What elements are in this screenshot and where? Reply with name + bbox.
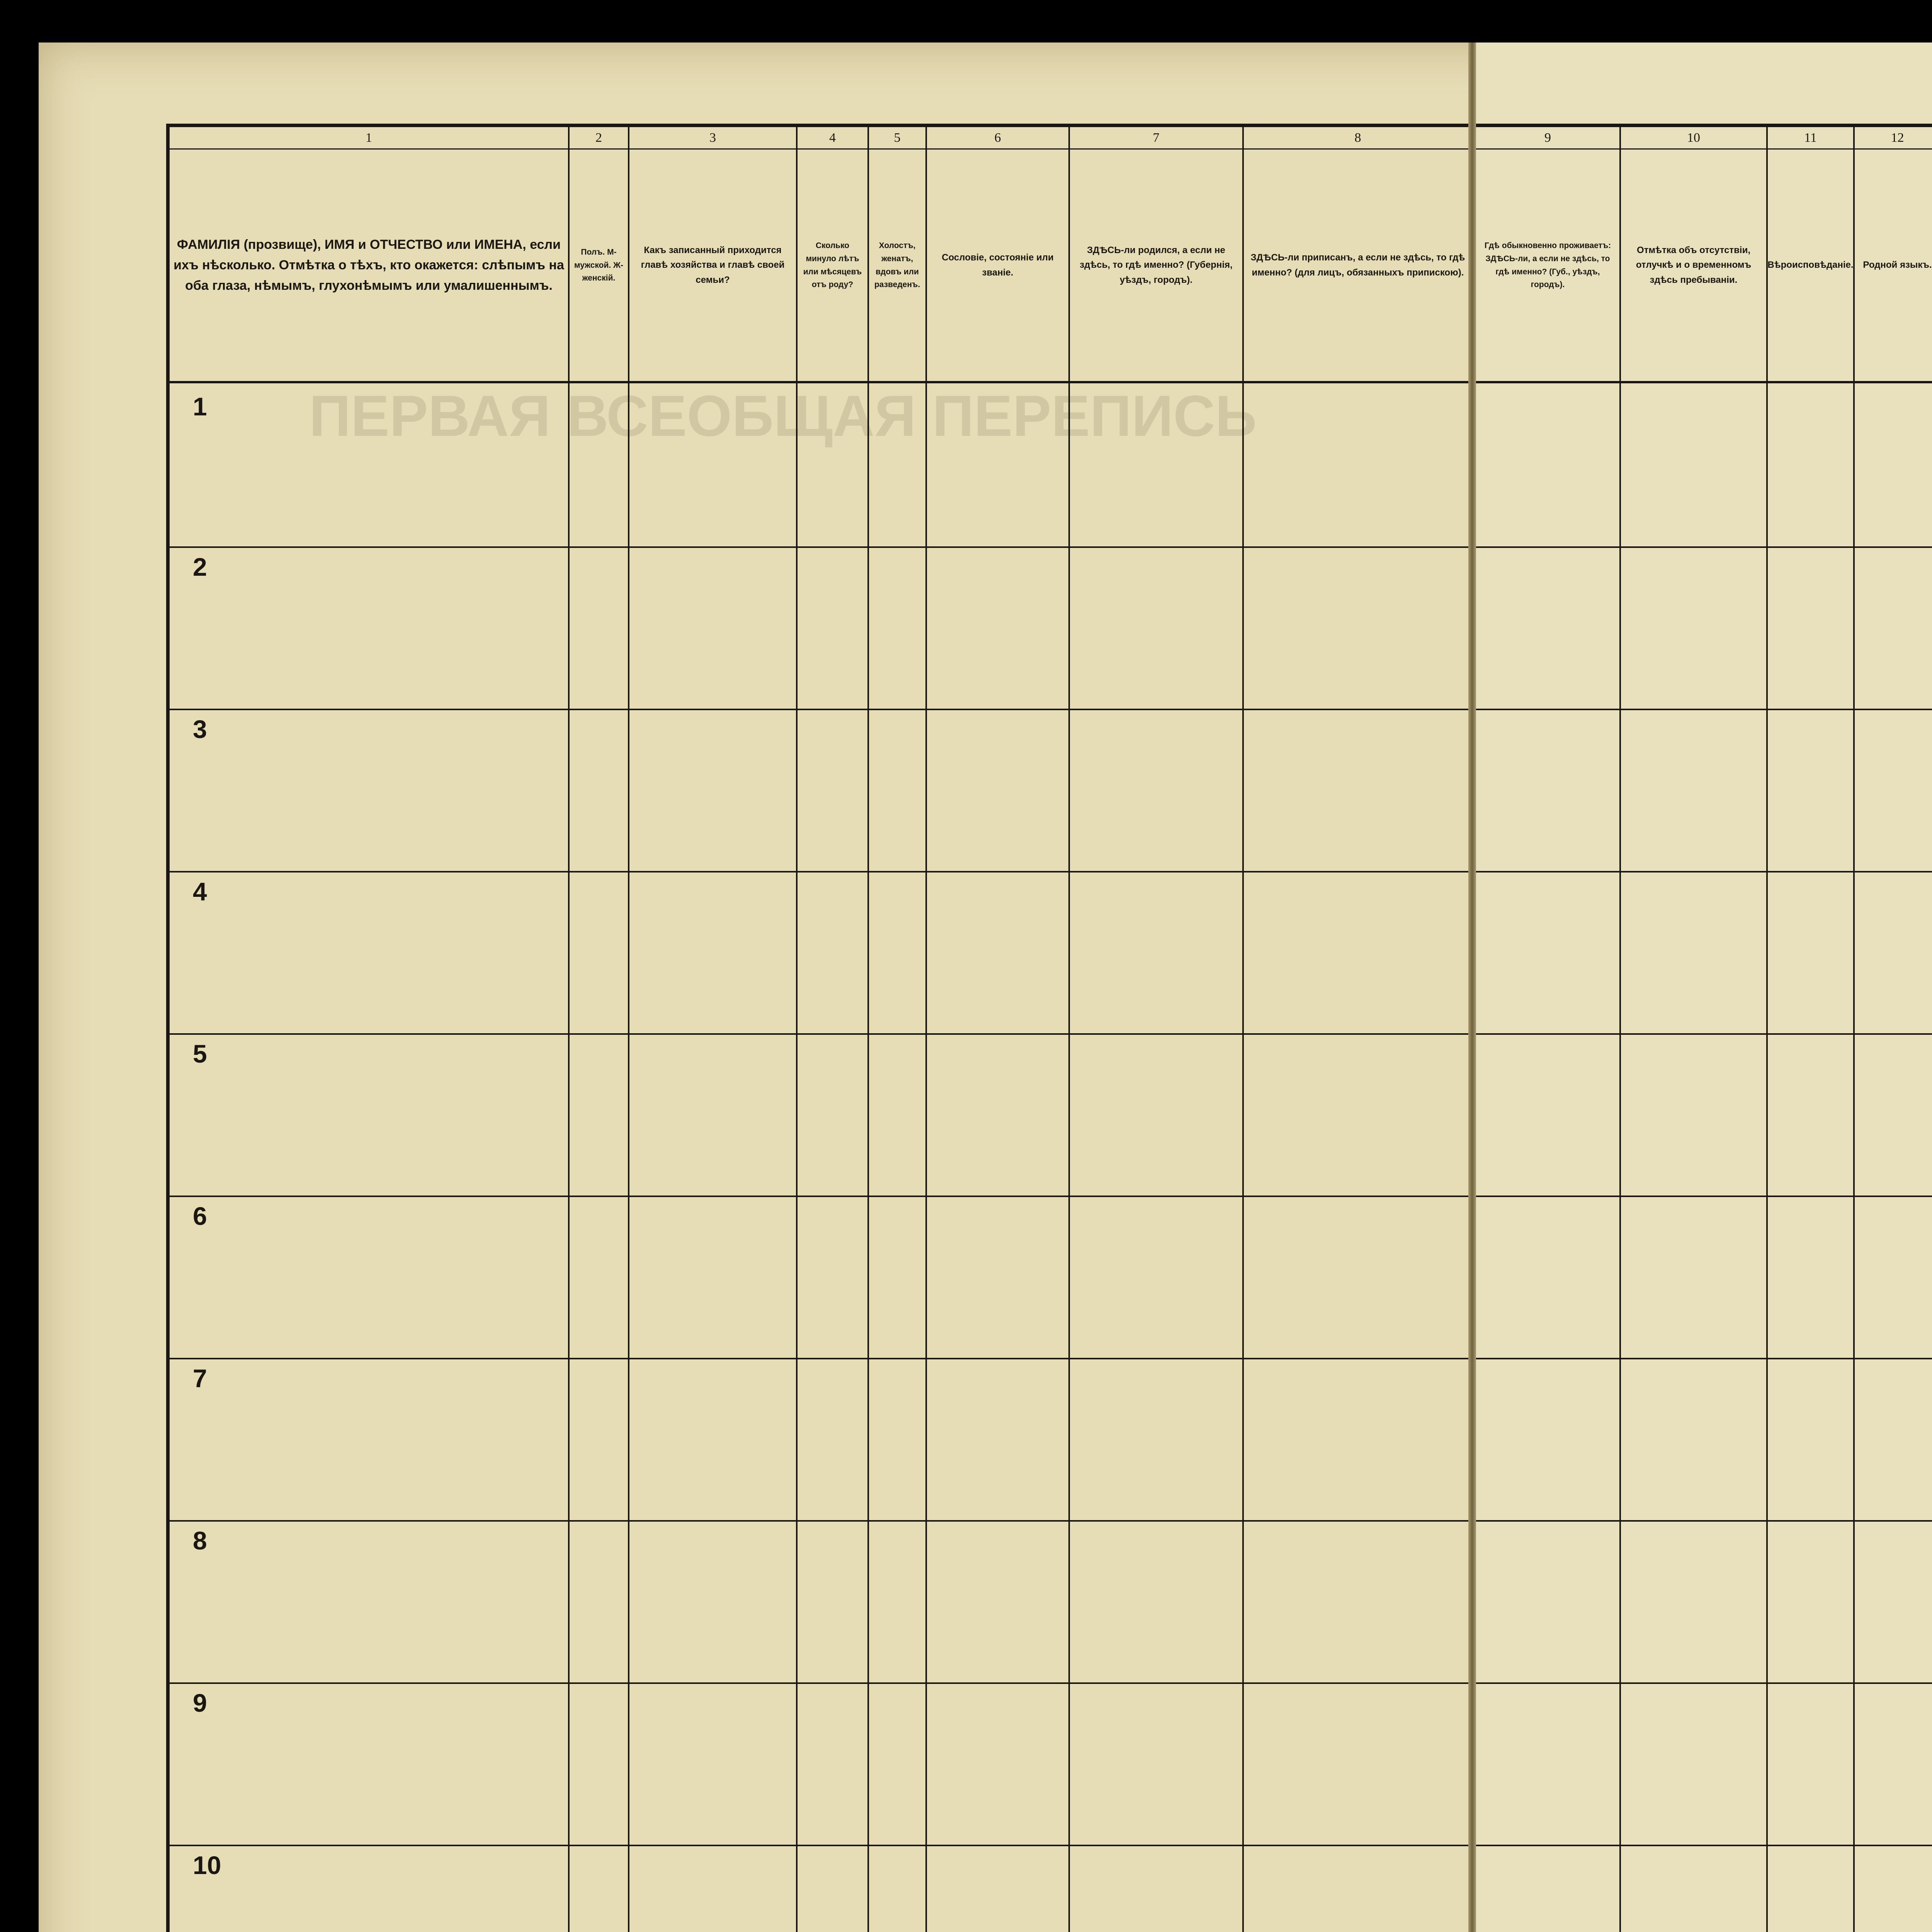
col-number: 7 bbox=[1070, 127, 1242, 150]
col-3 bbox=[629, 127, 798, 1932]
col-7-header: ЗДѢСЬ-ли родился, а если не здѣсь, то гдѣ именно? (Губернія, уѣздъ, городъ). bbox=[1070, 150, 1242, 383]
row-number: 10 bbox=[193, 1851, 221, 1879]
col-5-header: Холостъ, женатъ, вдовъ или разведенъ. bbox=[869, 150, 925, 383]
col-4-header: Сколько минуло лѣтъ или мѣсяцевъ отъ роду? bbox=[798, 150, 867, 383]
col-number: 12 bbox=[1855, 127, 1932, 150]
col-9 bbox=[1476, 127, 1621, 1932]
row-number: 9 bbox=[193, 1689, 207, 1717]
row-divider bbox=[170, 871, 1472, 872]
row-divider bbox=[170, 709, 1472, 710]
right-page bbox=[1476, 43, 1932, 1932]
col-number: 9 bbox=[1476, 127, 1619, 150]
row-divider bbox=[170, 1196, 1472, 1197]
row-number: 8 bbox=[193, 1526, 207, 1555]
row-divider bbox=[1476, 1845, 1932, 1846]
col-6-header: Сословіе, состояніе или званіе. bbox=[927, 150, 1068, 383]
col-5 bbox=[869, 127, 927, 1932]
col-1-header: ФАМИЛІЯ (прозвище), ИМЯ и ОТЧЕСТВО или ИМЕНА, если ихъ нѣсколько. Отмѣтка о тѣхъ, кто окажется: слѣпымъ на оба глаза, нѣмымъ, глухонѣмымъ или умалишеннымъ. bbox=[170, 150, 568, 383]
col-number: 3 bbox=[629, 127, 796, 150]
col-2 bbox=[570, 127, 629, 1932]
col-number: 5 bbox=[869, 127, 925, 150]
row-divider bbox=[1476, 1682, 1932, 1684]
col-10 bbox=[1621, 127, 1768, 1932]
col-11 bbox=[1768, 127, 1855, 1932]
col-6 bbox=[927, 127, 1070, 1932]
col-number: 4 bbox=[798, 127, 867, 150]
row-divider bbox=[170, 1033, 1472, 1035]
row-number: 7 bbox=[193, 1364, 207, 1393]
row-divider bbox=[1476, 1358, 1932, 1359]
col-number: 10 bbox=[1621, 127, 1766, 150]
row-divider bbox=[170, 1682, 1472, 1684]
row-divider bbox=[170, 1358, 1472, 1359]
row-divider bbox=[1476, 1033, 1932, 1035]
col-number: 6 bbox=[927, 127, 1068, 150]
row-number: 6 bbox=[193, 1202, 207, 1230]
bleed-through-text: ПЕРВАЯ ВСЕОБЩАЯ ПЕРЕПИСЬ bbox=[309, 383, 1257, 448]
col-number: 11 bbox=[1768, 127, 1853, 150]
col-number: 2 bbox=[570, 127, 628, 150]
row-number: 5 bbox=[193, 1039, 207, 1068]
row-divider bbox=[1476, 1196, 1932, 1197]
col-9-header: Гдѣ обыкновенно проживаетъ: ЗДѢСЬ-ли, а если не здѣсь, то гдѣ именно? (Губ., уѣздъ, городъ). bbox=[1476, 150, 1619, 383]
row-number: 2 bbox=[193, 553, 207, 581]
row-divider bbox=[1476, 709, 1932, 710]
col-12 bbox=[1855, 127, 1932, 1932]
page-fold bbox=[1468, 43, 1476, 1932]
row-number: 3 bbox=[193, 715, 207, 743]
row-number: 4 bbox=[193, 877, 207, 906]
row-number: 1 bbox=[193, 392, 207, 421]
col-number: 8 bbox=[1244, 127, 1472, 150]
col-7 bbox=[1070, 127, 1244, 1932]
row-divider bbox=[170, 1845, 1472, 1846]
col-11-header: Вѣроисповѣданіе. bbox=[1768, 150, 1853, 383]
left-page bbox=[39, 43, 1468, 1932]
row-divider bbox=[170, 1520, 1472, 1522]
right-census-table bbox=[1476, 124, 1932, 1932]
col-1 bbox=[170, 127, 570, 1932]
col-number: 1 bbox=[170, 127, 568, 150]
col-10-header: Отмѣтка объ отсутствіи, отлучкѣ и о временномъ здѣсь пребываніи. bbox=[1621, 150, 1766, 383]
col-12-header: Родной языкъ. bbox=[1855, 150, 1932, 383]
row-divider bbox=[1476, 1520, 1932, 1522]
col-2-header: Полъ. М-мужской. Ж-женскій. bbox=[570, 150, 628, 383]
row-divider bbox=[1476, 871, 1932, 872]
row-divider bbox=[170, 546, 1472, 548]
row-divider bbox=[1476, 546, 1932, 548]
left-census-table bbox=[166, 124, 1472, 1932]
col-8-header: ЗДѢСЬ-ли приписанъ, а если не здѣсь, то гдѣ именно? (для лицъ, обязанныхъ припискою). bbox=[1244, 150, 1472, 383]
col-4 bbox=[798, 127, 869, 1932]
census-sheet bbox=[39, 43, 1932, 1932]
col-3-header: Какъ записанный приходится главѣ хозяйства и главѣ своей семьи? bbox=[629, 150, 796, 383]
col-8 bbox=[1244, 127, 1472, 1932]
